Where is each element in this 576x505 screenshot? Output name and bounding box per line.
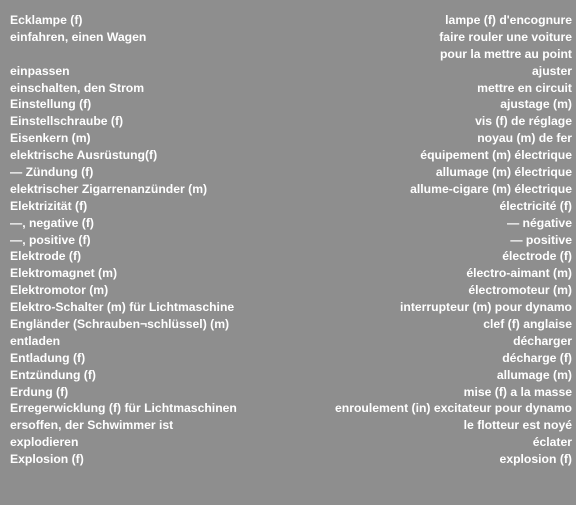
german-term: Entladung (f) <box>10 350 86 365</box>
glossary-row <box>10 29 572 46</box>
german-term: einfahren, einen Wagen <box>10 29 147 44</box>
glossary-row <box>10 12 572 29</box>
glossary-row <box>10 181 572 198</box>
french-term: noyau (m) de fer <box>477 131 572 146</box>
french-term: décharge (f) <box>502 350 572 365</box>
german-term: —, negative (f) <box>10 215 94 230</box>
german-term: elektrische Ausrüstung(f) <box>10 148 158 163</box>
french-term: allumage (m) électrique <box>435 165 572 180</box>
french-term: pour la mettre au point <box>439 46 572 61</box>
glossary-row <box>10 46 572 63</box>
german-term: Erregerwicklung (f) für Lichtmaschinen <box>10 401 237 416</box>
french-term: allume-cigare (m) électrique <box>410 181 572 196</box>
french-term: électrode (f) <box>502 249 572 264</box>
glossary-row <box>10 113 572 130</box>
french-term: vis (f) de réglage <box>475 114 572 129</box>
french-term: allumage (m) <box>496 367 572 382</box>
german-term: Elektromagnet (m) <box>10 266 117 281</box>
glossary-row <box>10 451 572 468</box>
glossary-row <box>10 215 572 232</box>
french-term: décharger <box>513 333 572 348</box>
glossary-row <box>10 130 572 147</box>
french-term: enroulement (in) excitateur pour dynamo <box>334 401 572 416</box>
german-term: ersoffen, der Schwimmer ist <box>10 418 174 433</box>
french-term: mise (f) a la masse <box>463 384 572 399</box>
french-term: équipement (m) électrique <box>420 148 572 163</box>
french-term: électricité (f) <box>499 198 572 213</box>
glossary-row <box>10 248 572 265</box>
glossary-row <box>10 333 572 350</box>
french-term: interrupteur (m) pour dynamo <box>400 300 572 315</box>
glossary-row <box>10 96 572 113</box>
french-term: clef (f) anglaise <box>483 317 572 332</box>
german-term: einpassen <box>10 63 70 78</box>
glossary-row <box>10 63 572 80</box>
french-term: lampe (f) d'encognure <box>445 13 572 27</box>
glossary-row <box>10 164 572 181</box>
glossary-row <box>10 232 572 249</box>
glossary-row <box>10 350 572 367</box>
glossary-row <box>10 299 572 316</box>
french-term: — négative <box>506 215 572 230</box>
german-term: Explosion (f) <box>10 452 84 467</box>
german-term: Eisenkern (m) <box>10 131 91 146</box>
glossary-list <box>10 12 572 468</box>
german-term: —, positive (f) <box>10 232 91 247</box>
german-term: Elektrizität (f) <box>10 198 88 213</box>
german-term: explodieren <box>10 435 79 450</box>
german-term: entladen <box>10 333 61 348</box>
german-term: Einstellschraube (f) <box>10 114 124 129</box>
glossary-row <box>10 80 572 97</box>
glossary-row <box>10 417 572 434</box>
german-term: einschalten, den Strom <box>10 80 145 95</box>
german-term: — Zündung (f) <box>10 165 94 180</box>
french-term: éclater <box>532 435 572 450</box>
french-term: ajuster <box>532 63 572 78</box>
german-term: Elektromotor (m) <box>10 283 109 298</box>
french-term: mettre en circuit <box>477 80 572 95</box>
glossary-row <box>10 282 572 299</box>
glossary-row <box>10 384 572 401</box>
glossary-row <box>10 400 572 417</box>
french-term: explosion (f) <box>499 452 572 467</box>
german-term: Engländer (Schrauben¬schlüssel) (m) <box>10 317 230 332</box>
french-term: — positive <box>510 232 572 247</box>
german-term: Einstellung (f) <box>10 97 92 112</box>
french-term: le flotteur est noyé <box>463 418 572 433</box>
glossary-row <box>10 316 572 333</box>
french-term: ajustage (m) <box>500 97 572 112</box>
glossary-row <box>10 265 572 282</box>
glossary-row <box>10 147 572 164</box>
german-term: Elektro-Schalter (m) für Lichtmaschine <box>10 300 235 315</box>
french-term: électromoteur (m) <box>468 283 572 298</box>
glossary-row <box>10 367 572 384</box>
german-term: Ecklampe (f) <box>10 13 83 27</box>
glossary-row <box>10 434 572 451</box>
german-term: Entzündung (f) <box>10 367 96 382</box>
french-term: faire rouler une voiture <box>439 29 572 44</box>
german-term: Erdung (f) <box>10 384 69 399</box>
french-term: électro-aimant (m) <box>466 266 572 281</box>
glossary-row <box>10 198 572 215</box>
german-term: elektrischer Zigarrenanzünder (m) <box>10 181 208 196</box>
german-term: Elektrode (f) <box>10 249 82 264</box>
